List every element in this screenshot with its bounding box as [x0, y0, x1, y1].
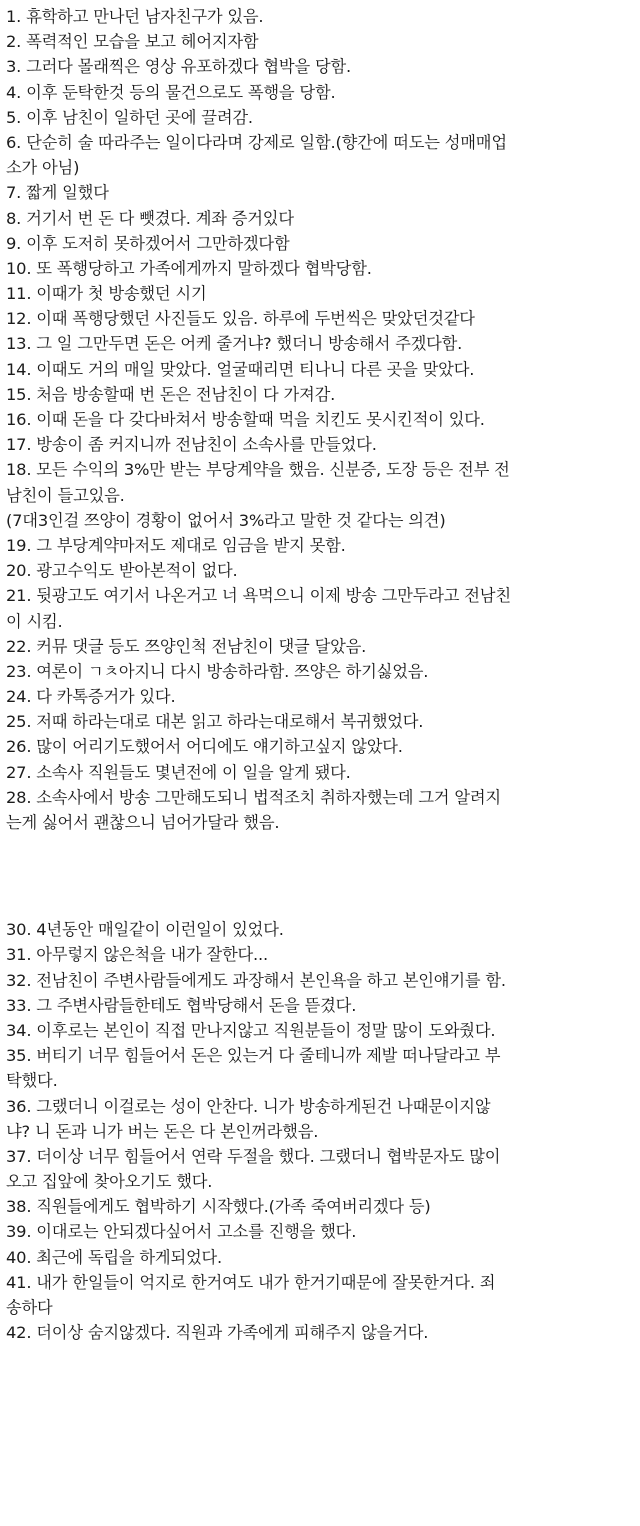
text-line: 6. 단순히 술 따라주는 일이다라며 강제로 일함.(향간에 떠도는 성매매업: [6, 132, 507, 152]
text-line: 19. 그 부당계약마저도 제대로 임금을 받지 못함.: [6, 535, 346, 555]
text-line: 5. 이후 남친이 일하던 곳에 끌려감.: [6, 107, 253, 127]
text-line: 38. 직원들에게도 협박하기 시작했다.(가족 죽여버리겠다 등): [6, 1197, 431, 1217]
text-line: 28. 소속사에서 방송 그만해도되니 법적조치 취하자했는데 그거 알려지: [6, 787, 501, 807]
text-line: 41. 내가 한일들이 억지로 한거여도 내가 한거기때문에 잘못한거다. 죄: [6, 1272, 496, 1292]
text-line: 36. 그랬더니 이걸로는 성이 안찬다. 니가 방송하게된건 나때문이지않: [6, 1096, 491, 1116]
text-line: 냐? 니 돈과 니가 버는 돈은 다 본인꺼라했음.: [6, 1121, 319, 1141]
text-line: 이 시킴.: [6, 611, 63, 631]
text-line: 15. 처음 방송할때 번 돈은 전남친이 다 가져감.: [6, 384, 336, 404]
text-line: 3. 그러다 몰래찍은 영상 유포하겠다 협박을 당함.: [6, 57, 351, 77]
text-line: 22. 커뮤 댓글 등도 쯔양인척 전남친이 댓글 달았음.: [6, 636, 367, 656]
text-line: 2. 폭력적인 모습을 보고 헤어지자함: [6, 32, 259, 52]
text-line: 4. 이후 둔탁한것 등의 물건으로도 폭행을 당함.: [6, 82, 336, 102]
text-section-first: [6, 0, 634, 835]
text-line: 23. 여론이 ㄱㅊ아지니 다시 방송하라함. 쯔양은 하기싫었음.: [6, 661, 429, 681]
text-line: 37. 더이상 너무 힘들어서 연락 두절을 했다. 그랬더니 협박문자도 많이: [6, 1146, 501, 1166]
text-line: 33. 그 주변사람들한테도 협박당해서 돈을 뜯겼다.: [6, 995, 357, 1015]
text-line: 7. 짧게 일했다: [6, 183, 109, 203]
text-line: 26. 많이 어리기도했어서 어디에도 얘기하고싶지 않았다.: [6, 737, 403, 757]
text-line: 1. 휴학하고 만나던 남자친구가 있음.: [6, 7, 264, 26]
text-line: 11. 이때가 첫 방송했던 시기: [6, 284, 207, 304]
text-line: 42. 더이상 숨지않겠다. 직원과 가족에게 피해주지 않을거다.: [6, 1323, 429, 1343]
text-line: 17. 방송이 좀 커지니까 전남친이 소속사를 만들었다.: [6, 435, 377, 455]
text-line: 32. 전남친이 주변사람들에게도 과장해서 본인욕을 하고 본인얘기를 함.: [6, 970, 506, 990]
text-line: 35. 버티기 너무 힘들어서 돈은 있는거 다 줄테니까 제발 떠나달라고 부: [6, 1046, 501, 1066]
text-line: 9. 이후 도저히 못하겠어서 그만하겠다함: [6, 233, 290, 253]
text-line: 20. 광고수익도 받아본적이 없다.: [6, 561, 238, 581]
text-line: 31. 아무렇지 않은척을 내가 잘한다...: [6, 945, 268, 965]
text-line: 13. 그 일 그만두면 돈은 어케 줄거냐? 했더니 방송해서 주겠다함.: [6, 334, 463, 354]
text-line: 10. 또 폭행당하고 가족에게까지 말하겠다 협박당함.: [6, 258, 372, 278]
text-line: 30. 4년동안 매일같이 이런일이 있었다.: [6, 920, 284, 940]
text-line: 14. 이때도 거의 매일 맞았다. 얼굴때리면 티나니 다른 곳을 맞았다.: [6, 359, 475, 379]
text-line: 12. 이때 폭행당했던 사진들도 있음. 하루에 두번씩은 맞았던것같다: [6, 309, 475, 329]
text-line: 오고 집앞에 찾아오기도 했다.: [6, 1172, 213, 1192]
document-body: [6, 0, 634, 1345]
text-line: 남친이 들고있음.: [6, 485, 125, 505]
text-section-second: [6, 917, 634, 1345]
text-line: 탁했다.: [6, 1071, 58, 1091]
text-line: 21. 뒷광고도 여기서 나온거고 너 욕먹으니 이제 방송 그만두라고 전남친: [6, 586, 511, 606]
text-line: 는게 싫어서 괜찮으니 넘어가달라 했음.: [6, 813, 280, 832]
text-line: 8. 거기서 번 돈 다 뺏겼다. 계좌 증거있다: [6, 208, 294, 228]
text-line: (7대3인걸 쯔양이 경황이 없어서 3%라고 말한 것 같다는 의견): [6, 510, 446, 530]
text-line: 24. 다 카톡증거가 있다.: [6, 687, 176, 707]
text-line: 송하다: [6, 1298, 53, 1317]
text-line: 25. 저때 하라는대로 대본 읽고 하라는대로해서 복귀했었다.: [6, 712, 424, 732]
text-line: 39. 이대로는 안되겠다싶어서 고소를 진행을 했다.: [6, 1222, 357, 1242]
text-line: 27. 소속사 직원들도 몇년전에 이 일을 알게 됐다.: [6, 762, 351, 782]
text-line: 18. 모든 수익의 3%만 받는 부당계약을 했음. 신분증, 도장 등은 전부 전: [6, 460, 510, 480]
text-line: 소가 아님): [6, 158, 80, 178]
text-line: 16. 이때 돈을 다 갖다바쳐서 방송할때 먹을 치킨도 못시킨적이 있다.: [6, 410, 485, 429]
text-line: 40. 최근에 독립을 하게되었다.: [6, 1247, 222, 1267]
text-line: 34. 이후로는 본인이 직접 만나지않고 직원분들이 정말 많이 도와줬다.: [6, 1020, 496, 1040]
